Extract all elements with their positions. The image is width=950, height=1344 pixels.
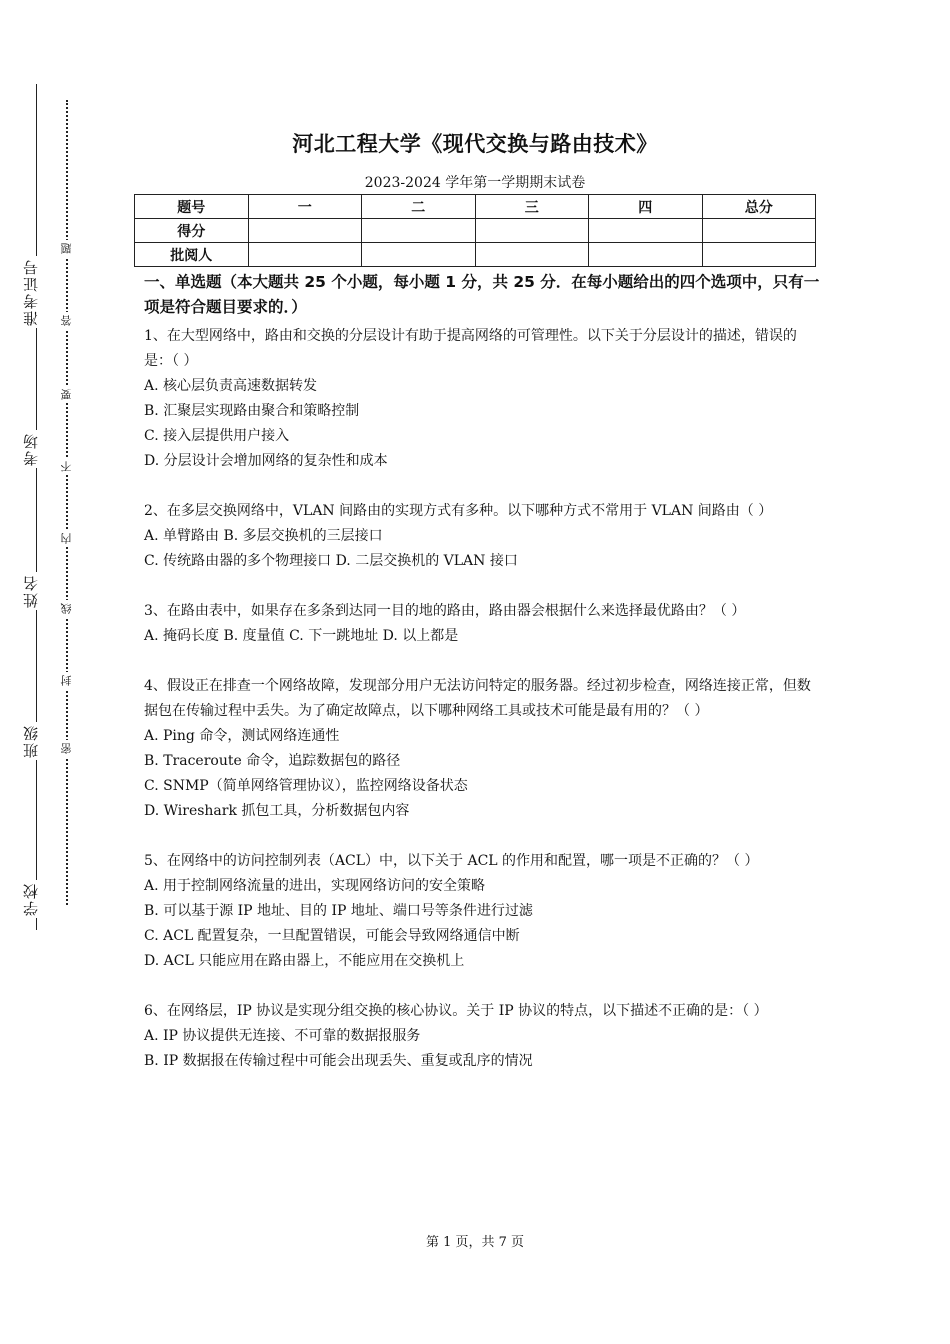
question-3 (144, 599, 820, 649)
seal-char-ti: 题 (59, 240, 75, 257)
score-cell: 二 (362, 195, 476, 219)
question-option: C. 传统路由器的多个物理接口 D. 二层交换机的 VLAN 接口 (144, 553, 518, 569)
question-2 (144, 499, 820, 574)
score-entry-cell[interactable] (589, 219, 703, 243)
score-table-score-row (135, 219, 816, 243)
question-stem: 4、假设正在排查一个网络故障，发现部分用户无法访问特定的服务器。经过初步检查，网络连接正常，但数据包在传输过程中丢失。为了确定故障点，以下哪种网络工具或技术可能是最有用的？（ ） (144, 678, 811, 719)
question-stem: 5、在网络中的访问控制列表（ACL）中，以下关于 ACL 的作用和配置，哪一项是不正确的？（ ） (144, 853, 759, 869)
name-field-label: 姓名 (22, 574, 40, 608)
seal-char-bu: 不 (59, 458, 75, 475)
question-option: C. 接入层提供用户接入 (144, 428, 290, 444)
score-cell: 总分 (702, 195, 816, 219)
question-option: A. 单臂路由 B. 多层交换机的三层接口 (144, 528, 383, 544)
question-stem: 1、在大型网络中，路由和交换的分层设计有助于提高网络的可管理性。以下关于分层设计的描述，错误的是：（ ） (144, 328, 797, 369)
score-cell: 得分 (135, 219, 249, 243)
question-option: A. IP 协议提供无连接、不可靠的数据报服务 (144, 1028, 421, 1044)
score-entry-cell[interactable] (475, 219, 589, 243)
exam-number-field-label: 准考证号 (22, 258, 40, 326)
seal-char-yao: 要 (59, 386, 75, 403)
question-option: D. Wireshark 抓包工具，分析数据包内容 (144, 803, 410, 819)
question-option: A. 掩码长度 B. 度量值 C. 下一跳地址 D. 以上都是 (144, 628, 459, 644)
question-stem: 2、在多层交换网络中，VLAN 间路由的实现方式有多种。以下哪种方式不常用于 VLAN 间路由（ ） (144, 503, 773, 519)
seal-char-nei: 内 (59, 530, 75, 547)
school-field-label: 学校 (22, 882, 40, 916)
question-option: B. Traceroute 命令，追踪数据包的路径 (144, 753, 401, 769)
question-option: A. Ping 命令，测试网络连通性 (144, 728, 340, 744)
question-option: B. 可以基于源 IP 地址、目的 IP 地址、端口号等条件进行过滤 (144, 903, 533, 919)
score-table-grader-row (135, 243, 816, 267)
score-entry-cell[interactable] (702, 219, 816, 243)
question-option: B. 汇聚层实现路由聚合和策略控制 (144, 403, 360, 419)
binding-dotted-line (66, 100, 68, 905)
section-heading: 一、单选题（本大题共 25 个小题，每小题 1 分，共 25 分．在每小题给出的四个选项中，只有一项是符合题目要求的．） (144, 273, 820, 316)
score-cell: 批阅人 (135, 243, 249, 267)
question-5 (144, 849, 820, 974)
exam-content (144, 270, 820, 1099)
class-field-label: 班级 (22, 724, 40, 758)
score-entry-cell[interactable] (248, 219, 362, 243)
score-cell: 题号 (135, 195, 249, 219)
seal-char-xian: 线 (59, 600, 75, 617)
question-option: A. 核心层负责高速数据转发 (144, 378, 318, 394)
question-1 (144, 324, 820, 474)
question-4 (144, 674, 820, 824)
seal-char-feng: 封 (59, 672, 75, 689)
exam-room-field-label: 考场 (22, 432, 40, 466)
seal-char-mi: 密 (59, 740, 75, 757)
grader-entry-cell[interactable] (475, 243, 589, 267)
question-option: B. IP 数据报在传输过程中可能会出现丢失、重复或乱序的情况 (144, 1053, 533, 1069)
grader-entry-cell[interactable] (702, 243, 816, 267)
grader-entry-cell[interactable] (248, 243, 362, 267)
binding-margin (0, 0, 110, 1344)
score-cell: 四 (589, 195, 703, 219)
score-cell: 三 (475, 195, 589, 219)
exam-title: 河北工程大学《现代交换与路由技术》 (292, 132, 658, 156)
grader-entry-cell[interactable] (589, 243, 703, 267)
page-footer: 第 1 页，共 7 页 (425, 1235, 525, 1250)
exam-subtitle: 2023-2024 学年第一学期期末试卷 (364, 175, 586, 191)
question-stem: 3、在路由表中，如果存在多条到达同一目的地的路由，路由器会根据什么来选择最优路由？（ ） (144, 603, 746, 619)
question-option: A. 用于控制网络流量的进出，实现网络访问的安全策略 (144, 878, 486, 894)
question-option: D. ACL 只能应用在路由器上，不能应用在交换机上 (144, 953, 465, 969)
question-6 (144, 999, 820, 1074)
grader-entry-cell[interactable] (362, 243, 476, 267)
binding-solid-line (36, 84, 37, 930)
score-table-header-row (135, 195, 816, 219)
score-cell: 一 (248, 195, 362, 219)
seal-char-da: 答 (59, 312, 75, 329)
score-entry-cell[interactable] (362, 219, 476, 243)
question-option: C. ACL 配置复杂，一旦配置错误，可能会导致网络通信中断 (144, 928, 520, 944)
question-option: D. 分层设计会增加网络的复杂性和成本 (144, 453, 388, 469)
score-table (134, 194, 816, 267)
question-option: C. SNMP（简单网络管理协议），监控网络设备状态 (144, 778, 468, 794)
question-stem: 6、在网络层，IP 协议是实现分组交换的核心协议。关于 IP 协议的特点，以下描述不正确的是：（ ） (144, 1003, 768, 1019)
